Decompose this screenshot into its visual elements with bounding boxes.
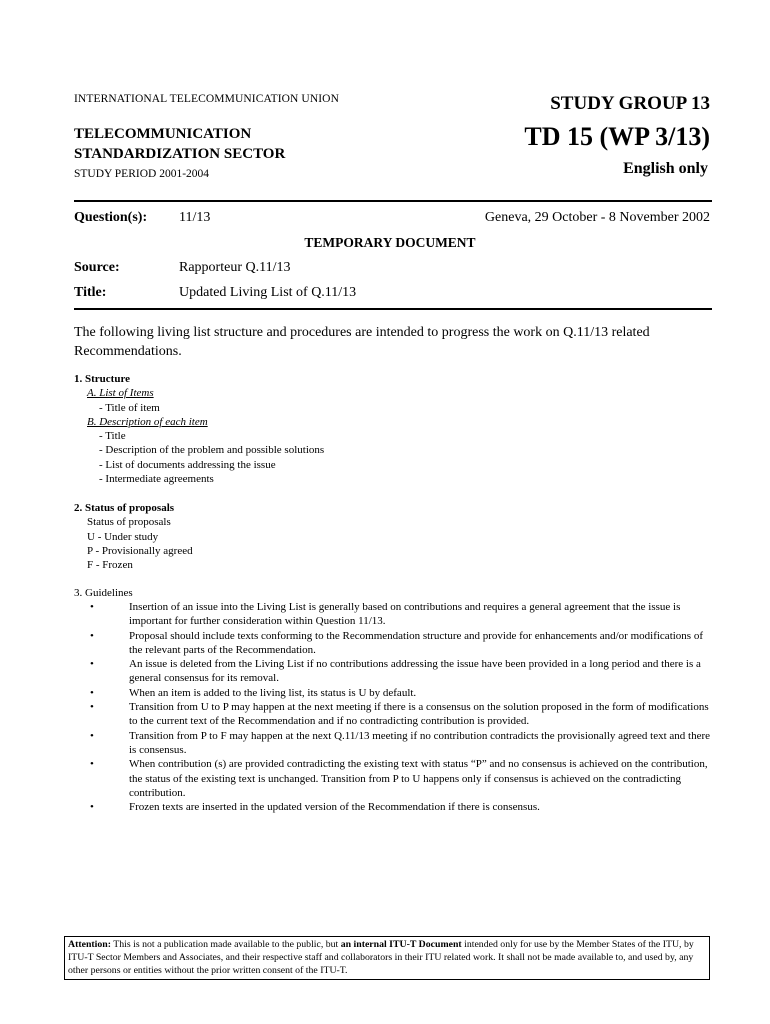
guideline-text: Proposal should include texts conforming to the Recommendation structure and provide for enhancements and/or modifications of the relevant parts of the Recommendation. [129, 629, 703, 656]
meeting-location: Geneva, 29 October - 8 November 2002 [484, 210, 710, 225]
top-divider [74, 200, 712, 202]
source-value: Rapporteur Q.11/13 [179, 260, 291, 275]
guideline-text: Transition from U to P may happen at the next meeting if there is a consensus on the solution proposed in the form of modifications to the current text of the Recommendation and if no contradicting contribution is provided. [129, 701, 709, 728]
status-line: F - Frozen [87, 559, 133, 572]
study-period: STUDY PERIOD 2001-2004 [74, 168, 210, 180]
structure-heading: 1. Structure [74, 373, 131, 385]
question-value: 11/13 [179, 210, 211, 225]
status-section [74, 501, 193, 572]
document-type: TEMPORARY DOCUMENT [304, 235, 476, 250]
status-line: U - Under study [87, 530, 159, 543]
title-value: Updated Living List of Q.11/13 [179, 285, 357, 300]
guideline-text: Frozen texts are inserted in the updated version of the Recommendation if there is consensus. [129, 801, 540, 814]
guideline-text: When contribution (s) are provided contradicting the existing text with status “P” and no consensus is achieved on the contribution, the status of the existing text is unchanged. Transition from P to U happens only if consensus is achieved on the contradicting contribution. [129, 758, 708, 799]
organization-name: INTERNATIONAL TELECOMMUNICATION UNION [74, 93, 339, 105]
bullet-icon: • [90, 801, 94, 814]
language-note: English only [623, 160, 708, 177]
list-item [74, 629, 714, 658]
bullet-icon: • [90, 601, 94, 613]
bottom-divider [74, 308, 712, 310]
list-item [74, 657, 714, 686]
list-item [74, 757, 714, 800]
status-heading: 2. Status of proposals [74, 502, 175, 514]
bullet-icon: • [90, 658, 94, 671]
attention-text-2: intended only for use by the Member States of the ITU, by ITU-T Sector Members and Associates, and their respective staff and collaborators in their ITU related work. It shall not be made available to, and used by, any other persons or entities without the prior written consent of the ITU-T. [68, 939, 694, 977]
title-label: Title: [74, 285, 107, 300]
source-label: Source: [74, 260, 120, 275]
bullet-icon: • [90, 701, 94, 714]
list-item [74, 800, 714, 814]
bullet-icon: • [90, 758, 94, 771]
attention-label: Attention: [68, 939, 111, 950]
document-number: TD 15 (WP 3/13) [524, 122, 710, 151]
list-item [74, 600, 714, 629]
description-heading: B. Description of each item [87, 415, 208, 428]
question-label: Question(s): [74, 210, 148, 225]
guideline-text: Transition from P to F may happen at the next Q.11/13 meeting if no contribution contradicts the provisionally agreed text and there is consensus. [129, 729, 711, 756]
guideline-text: Insertion of an issue into the Living List is generally based on contributions and requires a general agreement that the issue is important for further consideration within Question 11/13. [129, 601, 681, 628]
list-item: - Intermediate agreements [99, 473, 214, 486]
status-line: P - Provisionally agreed [87, 544, 193, 557]
guideline-text: An issue is deleted from the Living List if no contributions addressing the issue have been provided in a long period and there is a general consensus for its removal. [129, 658, 701, 685]
attention-notice [64, 936, 710, 980]
list-item [74, 729, 714, 758]
bullet-icon: • [90, 729, 94, 742]
list-item [74, 700, 714, 729]
bullet-icon: • [90, 686, 94, 699]
attention-bold-text: an internal ITU-T Document [340, 939, 462, 950]
structure-section [74, 372, 324, 486]
list-item: - List of documents addressing the issue [99, 458, 276, 471]
guidelines-heading: 3. Guidelines [74, 587, 133, 599]
study-group: STUDY GROUP 13 [550, 93, 710, 114]
guidelines-list [74, 600, 714, 814]
sector-line-1: TELECOMMUNICATION [74, 126, 252, 142]
list-item: - Title of item [99, 401, 160, 414]
bullet-icon: • [90, 629, 94, 642]
intro-paragraph: The following living list structure and procedures are intended to progress the work on Q.11/13 related Recommendations. [74, 325, 650, 359]
guideline-text: When an item is added to the living list, its status is U by default. [129, 686, 417, 699]
list-item: - Description of the problem and possible solutions [99, 444, 325, 457]
list-item [74, 686, 714, 700]
status-line: Status of proposals [87, 516, 171, 529]
list-item: - Title [99, 430, 126, 443]
list-of-items-heading: A. List of Items [87, 387, 154, 400]
attention-text-1: This is not a publication made available to the public, but [111, 939, 341, 950]
sector-name [74, 124, 285, 164]
sector-line-2: STANDARDIZATION SECTOR [74, 146, 286, 162]
